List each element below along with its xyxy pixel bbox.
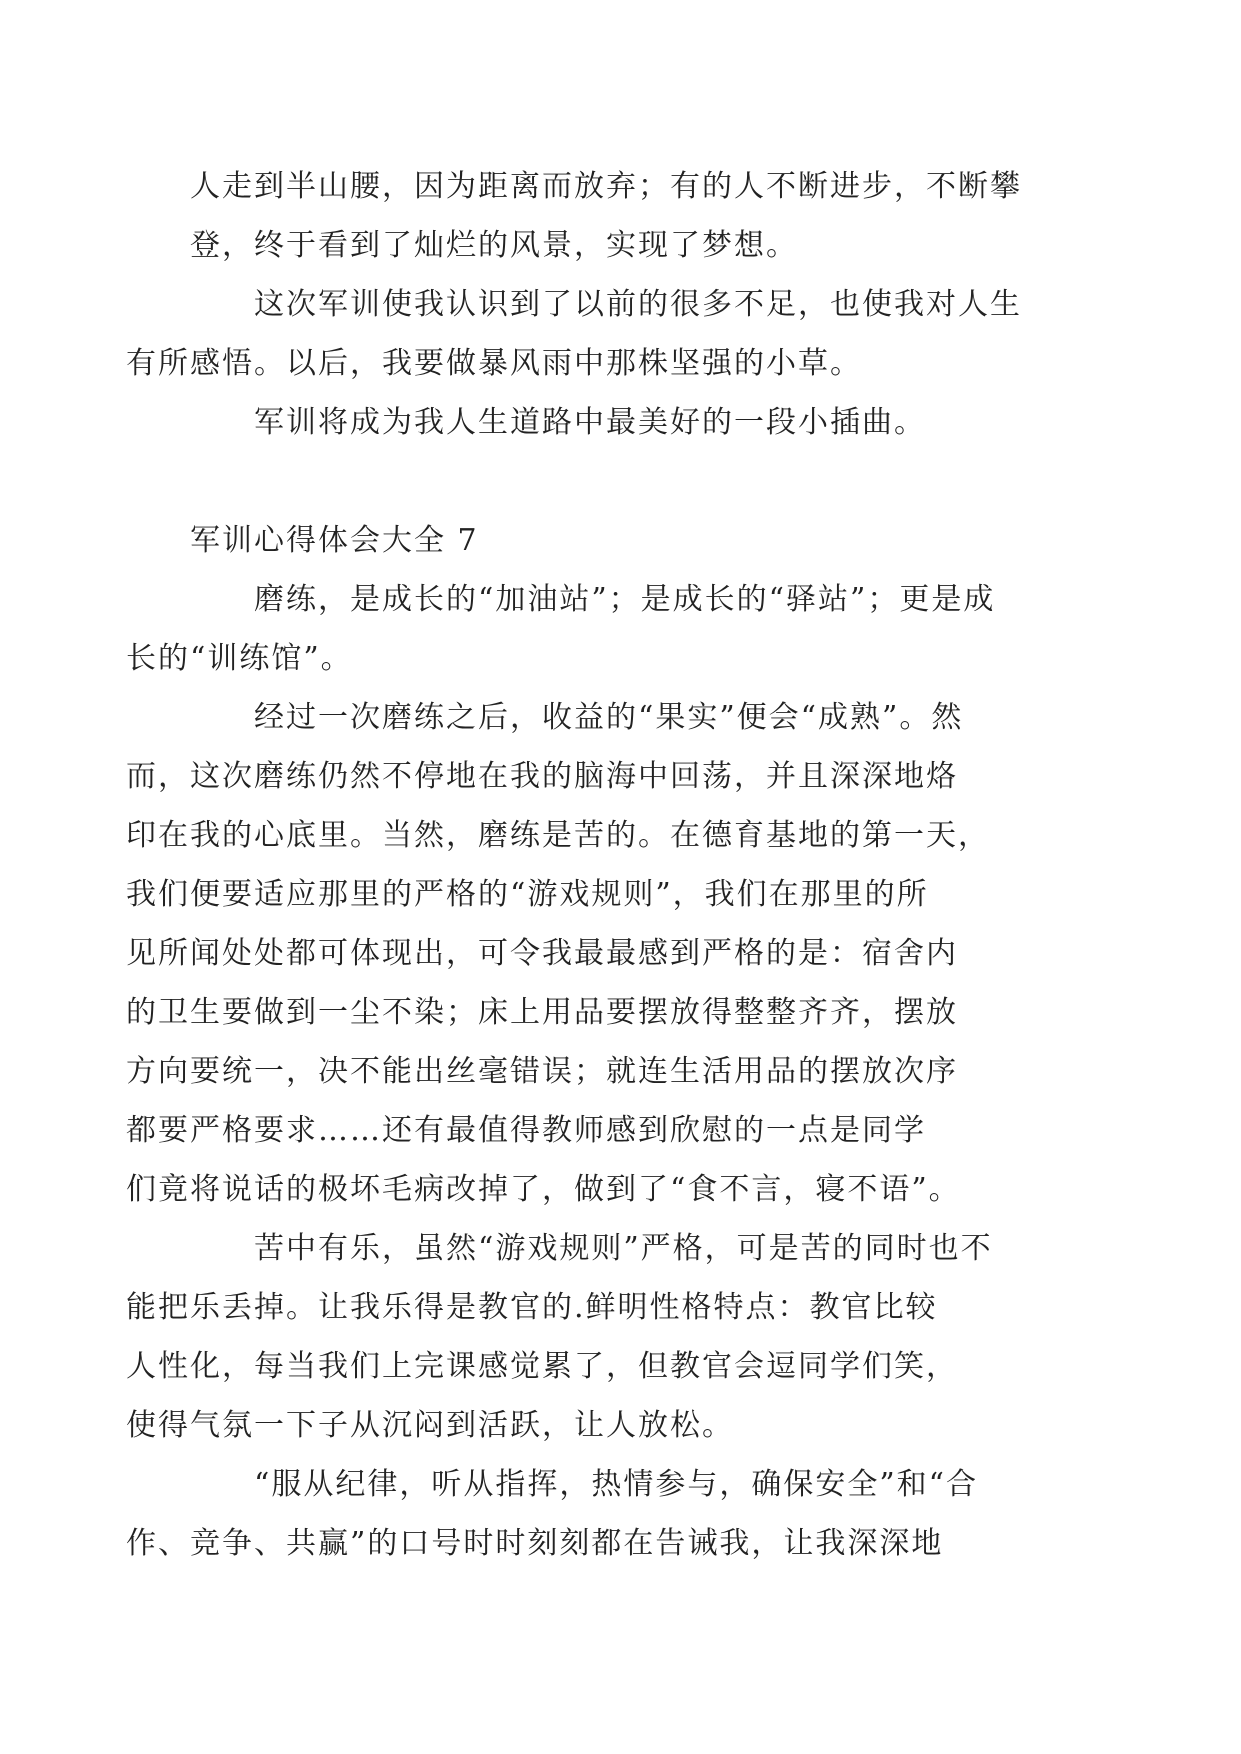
text-line: 而，这次磨练仍然不停地在我的脑海中回荡，并且深深地烙 [126,759,958,794]
text-line: 长的“训练馆”。 [126,641,353,676]
text-line: 人走到半山腰，因为距离而放弃；有的人不断进步，不断攀 [190,169,1022,204]
text-line: 作、竞争、共赢”的口号时时刻刻都在告诫我，让我深深地 [126,1526,944,1561]
text-line: 印在我的心底里。当然，磨练是苦的。在德育基地的第一天， [126,818,990,853]
text-line: 使得气氛一下子从沉闷到活跃，让人放松。 [126,1408,734,1443]
paragraph [190,393,1058,452]
paragraph-continuation [190,157,1058,275]
text-line: 有所感悟。以后，我要做暴风雨中那株坚强的小草。 [126,346,862,381]
text-line: 这次军训使我认识到了以前的很多不足，也使我对人生 [254,287,1022,322]
text-line: 的卫生要做到一尘不染；床上用品要摆放得整整齐齐，摆放 [126,995,958,1030]
paragraph [126,1455,1058,1573]
text-line: 苦中有乐，虽然“游戏规则”严格，可是苦的同时也不 [254,1231,993,1266]
text-line: 方向要统一，决不能出丝毫错误；就连生活用品的摆放次序 [126,1054,958,1089]
text-line: 见所闻处处都可体现出，可令我最最感到严格的是：宿舍内 [126,936,958,971]
text-line: 人性化，每当我们上完课感觉累了，但教官会逗同学们笑， [126,1349,958,1384]
text-line: 我们便要适应那里的严格的“游戏规则”，我们在那里的所 [126,877,929,912]
text-line: “服从纪律，听从指挥，热情参与，确保安全”和“合 [254,1467,979,1502]
paragraph [126,275,1058,393]
paragraph [126,570,1058,688]
text-line: 军训将成为我人生道路中最美好的一段小插曲。 [254,405,926,440]
text-line: 都要严格要求……还有最值得教师感到欣慰的一点是同学 [126,1113,926,1148]
paragraph [126,1219,1058,1455]
section-title: 军训心得体会大全 7 [190,523,479,558]
text-line: 经过一次磨练之后，收益的“果实”便会“成熟”。然 [254,700,964,735]
text-line: 磨练，是成长的“加油站”；是成长的“驿站”；更是成 [254,582,996,617]
text-line: 登，终于看到了灿烂的风景，实现了梦想。 [190,228,798,263]
document-body [126,157,1058,1573]
paragraph [126,688,1058,1219]
text-line: 能把乐丢掉。让我乐得是教官的.鲜明性格特点：教官比较 [126,1290,938,1325]
text-line: 们竟将说话的极坏毛病改掉了，做到了“食不言，寝不语”。 [126,1172,961,1207]
